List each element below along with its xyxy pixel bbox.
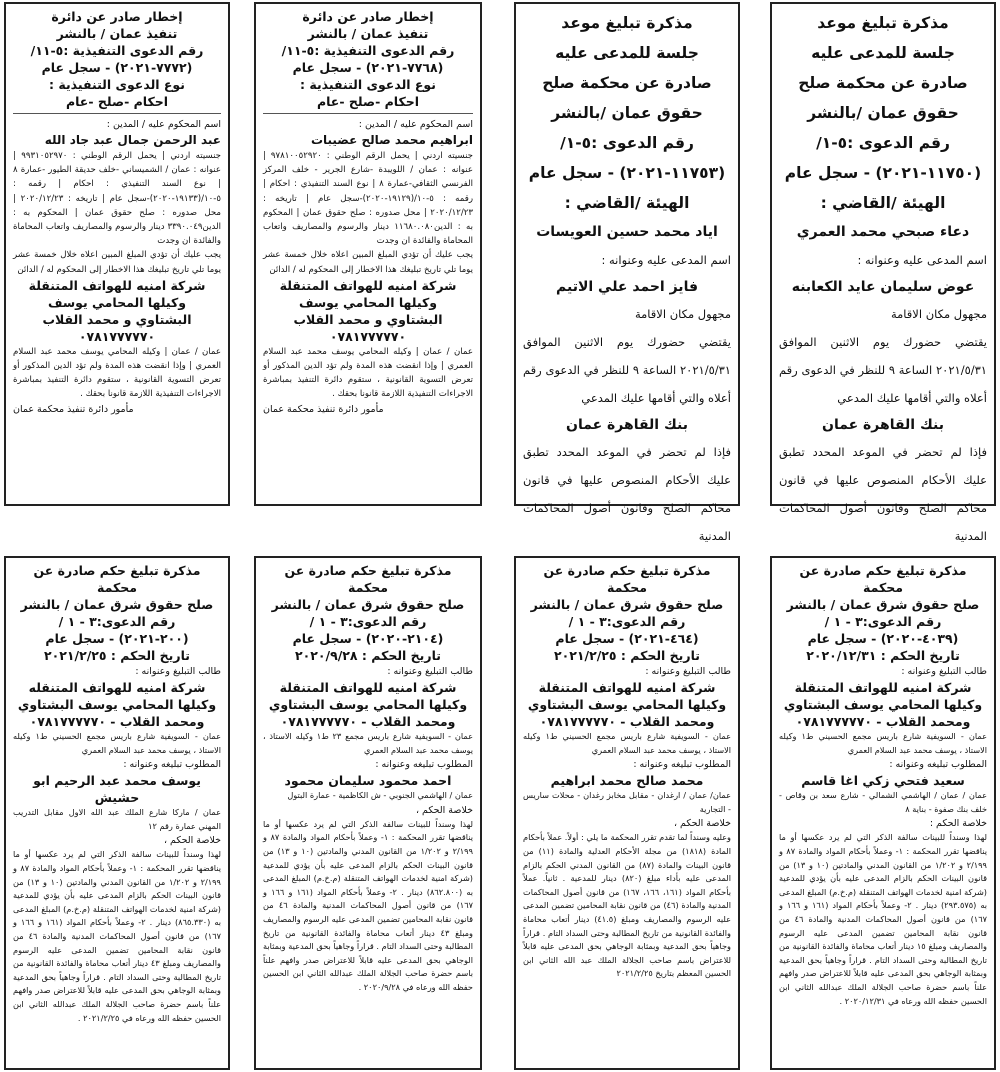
requester-lawyer-2: ومحمد القلاب - ٠٧٨١٧٧٧٧٧٠ (795, 714, 971, 729)
case-number: رقم الدعوى:٣ - ١ / (568, 614, 686, 629)
notice-court: صادرة عن محكمة صلح (542, 74, 712, 92)
creditor-company: شركة امنيه للهواتف المتنقلة (28, 277, 206, 293)
bottom-row (0, 556, 1000, 1072)
case-number: رقم الدعوى التنفيذية :٥-١١/ (281, 43, 455, 58)
case-number: رقم الدعوى:٣ - ١ / (309, 614, 427, 629)
notice-title: مذكرة تبليغ حكم صادرة عن محكمة (799, 563, 967, 595)
recipient-name: يوسف محمد عبد الرحيم ابو حشيش (33, 773, 201, 806)
notice-court: صلح حقوق شرق عمان / بالنشر (20, 597, 214, 612)
recipient-address: عمان / عمان / الهاشمي الشمالي - شارع سعد بن وقاص - خلف بنك صفوة - بناية ٨ (779, 790, 987, 814)
debtor-details: جنسيته اردني | يحمل الرقم الوطني : ٩٧٨١٠٠٥٢٩٢٠ | عنوانه : عمان / اللويبدة -شارع الجرير - خلف المركز الفرنسي الثقافي-عمارة ٨ | نوع السند التنفيذي : احكام | رقمه : ٥-١٠/(١٩١٢٩-٢٠٢٠)-سجل عام | تاريخه : ٢٠٢٠/١٢/٢٣ | محل صدوره : صلح حقوق عمان | المحكوم به : الدين١١٦٨٠.٠٨٠ دينار والرسوم والمصاريف واتعاب المحاماة والفائدة ان وجدت (263, 151, 473, 247)
notice-court: صلح حقوق شرق عمان / بالنشر (530, 597, 724, 612)
judgment-notice-2 (514, 556, 740, 1070)
debtor-name: ابراهيم محمد صالح عضيبات (310, 133, 473, 147)
debtor-details: جنسيته اردني | يحمل الرقم الوطني : ٩٩٣١٠٥٢٩٧٠ | عنوانه : عمان / الشميساني -خلف حديقة الطيور -عمارة ٨ | نوع السند التنفيذي : احكام | رقمه : ٥-١٠/(١٩١٣٣-٢٠٢٠)-سجل عام | تاريخه : ٢٠٢٠/١٢/٢٣ | محل صدوره : صلح حقوق عمان | المحكوم به : الدين٣٣٩٠.٠٤٩ دينار والرسوم والمصاريف واتعاب المحاماة والفائدة ان وجدت (13, 151, 221, 247)
defendant-address: مجهول مكان الاقامة (890, 307, 987, 321)
defendant-name: فايز احمد علي الاتيم (556, 279, 698, 295)
divider (263, 113, 473, 114)
debtor-label: اسم المحكوم عليه / المدين : (106, 119, 221, 130)
requester-address: عمان - السويفية شارع باريس مجمع الحسيني ط١ وكيله الاستاذ ، يوسف محمد عبد السلام العمري (779, 731, 987, 755)
requester-lawyer: وكيلها المحامي يوسف البشتاوي (783, 697, 983, 712)
summary-label: خلاصة الحكم ، (163, 835, 221, 847)
requester-label: طالب التبليغ وعنوانه : (645, 666, 731, 677)
requester-label: طالب التبليغ وعنوانه : (901, 666, 987, 677)
divider (13, 113, 221, 114)
warning-text: فإذا لم تحضر في الموعد المحدد تطبق عليك الأحكام المنصوص عليها في قانون محاكم الصلح وقانون أصول المحاكمات المدنية (779, 445, 987, 543)
judge-label: الهيئة /القاضي : (820, 194, 946, 212)
enforcement-notice-2 (4, 2, 230, 506)
recipient-address: عمان / ماركا شارع الملك عبد الله الاول مقابل التدريب المهني عمارة رقم ١٢ (13, 807, 221, 831)
judge-name: دعاء صبحي محمد العمري (796, 224, 970, 240)
defendant-address: مجهول مكان الاقامة (634, 307, 731, 321)
notice-court: صلح حقوق شرق عمان / بالنشر (786, 597, 980, 612)
summary-label: خلاصة الحكم ، (415, 804, 473, 816)
judgment-date: تاريخ الحكم : ٢٠٢٠/٩/٢٨ (295, 648, 441, 663)
notice-title: مذكرة تبليغ موعد (561, 14, 693, 32)
case-reference: (٢٠٠-٢٠٢١) - سجل عام (45, 631, 189, 646)
payment-warning: يجب عليك أن تؤدي المبلغ المبين اعلاه خلال خمسة عشر يوما تلي تاريخ تبليغك هذا الاخطار إلى المحكوم له / الدائن (263, 250, 473, 275)
warning-text: فإذا لم تحضر في الموعد المحدد تطبق عليك الأحكام المنصوص عليها في قانون محاكم الصلح وقانون أصول المحاكمات المدنية (523, 445, 731, 543)
recipient-name: محمد صالح محمد ابراهيم (550, 773, 704, 789)
defendant-label: اسم المدعى عليه وعنوانه : (601, 253, 731, 267)
notice-title: مذكرة تبليغ موعد (817, 14, 949, 32)
requester-lawyer-2: ومحمد القلاب - ٠٧٨١٧٧٧٧٧٠ (539, 714, 715, 729)
recipient-label: المطلوب تبليغه وعنوانه : (375, 759, 473, 771)
case-number: رقم الدعوى:٣ - ١ / (824, 614, 942, 629)
notice-court: صلح حقوق شرق عمان / بالنشر (271, 597, 465, 612)
case-reference: (٤٠٣٩-٢٠٢٠) - سجل عام (807, 631, 959, 646)
judgment-notice-4 (4, 556, 230, 1070)
recipient-label: المطلوب تبليغه وعنوانه : (123, 759, 221, 771)
judgment-text: وعليه وسنداً لما تقدم تقرر المحكمة ما يلي : أولاً. عملاً بأحكام المادة (١٨١٨) من مجلة الأحكام العدلية والمادة (١١) من قانون البينات والمادة (٨٧) من القانون المدني الحكم بالزام المدعى عليه بأداء مبلغ (٨٢٠) دينار للمدعية . ثانياً. عملاً بأحكام المواد (١٦١، ١٦٦، ١٦٧) من قانون أصول المحاكمات المدنية والمادة (٤٦) من قانون نقابة المحامين تضمين المدعى عليه الرسوم والمصاريف ومبلغ (٤١.٥) دينار أتعاب محاماة والفائدة القانونية من تاريخ المطالبة وحتى السداد التام . قراراً وجاهياً بحق المدعية وبمثابة الوجاهي بحق المدعى عليه قابلاً للاعتراض باسم صاحب الجلالة الملك عبد الله الثاني ابن الحسين المعظم بتاريخ ٢٠٢١/٢/٢٥ (523, 832, 732, 979)
case-reference: (٧٧٦٨-٢٠٢١) - سجل عام (292, 60, 444, 75)
requester-company: شركة امنيه للهواتف المتنقلة (538, 680, 716, 695)
hearing-text: يقتضي حضورك يوم الاثنين الموافق ٢٠٢١/٥/٣١ الساعة ٩ للنظر في الدعوى رقم أعلاه والتي أقامها عليك المدعي (779, 335, 987, 405)
judgment-text: لهذا وسنداً للبينات سالفة الذكر التي لم يرد عكسها أو ما يناقضها تقرر المحكمة : ١- وعملاً بأحكام المواد والمادة ٨٧ و ٢/١٩٩ و ١/٢٠٢ من القانون المدني والمادتين (١٠ و ١٣) من قانون البينات الحكم بالزام المدعى عليه بأن يؤدي للمدعية (شركة امنية لخدمات الهواتف المتنقلة (م.خ.م) المبلغ المدعى به (٢٩٣.٥٧٥) دينار . ٢- وعملاً بأحكام المواد (١٦١ و ١٦٦ و ١٦٧) من قانون أصول المحاكمات المدنية والمادة ٤٦ من قانون نقابة المحامين تضمين المدعى عليه الرسوم والمصاريف ومبلغ ١٥ دينار أتعاب محاماة والفائدة القانونية من تاريخ المطالبة وحتى السداد التام . قراراً وجاهياً بحق المدعية وبمثابة الوجاهي بحق المدعى عليه قابلاً للاعتراض صدر وافهم علناً باسم حضرة صاحب الجلالة الملك عبدالله الثاني ابن الحسين حفظه الله ورعاه في ٢٠٢٠/١٢/٣١ . (779, 832, 988, 1006)
tail-text: عمان / عمان | وكيله المحامي يوسف محمد عبد السلام العمري | وإذا انقضت هذه المدة ولم تؤد الدين المذكور أو تعرض التسوية القانونية ، ستقوم دائرة التنفيذ بمباشرة الاجراءات التنفيذية اللازمة قانونا بحقك . (13, 346, 221, 400)
creditor-lawyers-2: البشتاوي و محمد القلاب (293, 311, 443, 327)
notice-department: تنفيذ عمان / بالنشر (307, 26, 429, 41)
case-reference: (١١٧٥٠-٢٠٢١) - سجل عام (784, 164, 982, 182)
requester-label: طالب التبليغ وعنوانه : (135, 666, 221, 677)
case-reference: (٤٦٤-٢٠٢١) - سجل عام (555, 631, 699, 646)
debtor-label: اسم المحكوم عليه / المدين : (358, 119, 473, 130)
case-reference: (٢١٠٤-٢٠٢٠) - سجل عام (292, 631, 444, 646)
judgment-notice-1 (770, 556, 996, 1070)
footer-signature: مأمور دائرة تنفيذ محكمة عمان (13, 403, 134, 415)
case-number: رقم الدعوى :٥-١/ (560, 134, 694, 152)
notice-title: إخطار صادر عن دائرة (302, 9, 434, 24)
tail-text: عمان / عمان | وكيله المحامي يوسف محمد عبد السلام العمري | وإذا انقضت هذه المدة ولم تؤد الدين المذكور أو تعرض التسوية القانونية ، ستقوم دائرة التنفيذ بمباشرة الاجراءات التنفيذية اللازمة قانونا بحقك . (263, 346, 473, 400)
case-reference: (٧٧٧٢-٢٠٢١) - سجل عام (41, 60, 193, 75)
recipient-label: المطلوب تبليغه وعنوانه : (633, 759, 731, 771)
plaintiff-name: بنك القاهرة عمان (566, 417, 688, 433)
judge-name: اياد محمد حسين العويسات (536, 224, 718, 240)
judgment-date: تاريخ الحكم : ٢٠٢١/٢/٢٥ (554, 648, 700, 663)
notice-department: تنفيذ عمان / بالنشر (56, 26, 178, 41)
judgment-date: تاريخ الحكم : ٢٠٢١/٢/٢٥ (44, 648, 190, 663)
judgment-text: لهذا وسنداً للبينات سالفة الذكر التي لم يرد عكسها أو ما يناقضها تقرر المحكمة : ١- وعملاً بأحكام المواد والمادة ٨٧ و ٢/١٩٩ و ١/٢٠٢ من القانون المدني والمادتين (١٠ و ١٣) من قانون البينات الحكم بالزام المدعى عليه بأن يؤدي للمدعية (شركة امنية لخدمات الهواتف المتنقلة (م.خ.م) المبلغ المدعى به (٨٦٥.٣٣٠) دينار . ٢- وعملاً بأحكام المواد (١٦١ و ١٦٦ و ١٦٧) من قانون أصول المحاكمات المدنية والمادة ٤٦ من قانون نقابة المحامين تضمين المدعى عليه الرسوم والمصاريف ومبلغ ٤٣ دينار أتعاب محاماة والفائدة القانونية من تاريخ المطالبة وحتى السداد التام . قراراً وجاهياً بحق المدعية وبمثابة الوجاهي بحق المدعى عليه قابلاً للاعتراض صدر وافهم علناً باسم حضرة صاحب الجلالة الملك عبدالله الثاني ابن الحسين حفظه الله ورعاه في ٢٠٢١/٢/٢٥ . (13, 849, 222, 1023)
recipient-name: احمد محمود سليمان محمود (284, 773, 452, 789)
requester-lawyer-2: ومحمد القلاب - ٠٧٨١٧٧٧٧٧٠ (280, 714, 456, 729)
debtor-name: عبد الرحمن جمال عبد جاد الله (44, 133, 221, 147)
notice-title: مذكرة تبليغ حكم صادرة عن محكمة (284, 563, 452, 595)
creditor-phone: ٠٧٨١٧٧٧٧٧٠ (329, 328, 407, 344)
case-type-label: نوع الدعوى التنفيذية : (49, 77, 185, 92)
judge-label: الهيئة /القاضي : (564, 194, 690, 212)
notice-subtitle: جلسة للمدعى عليه (555, 44, 699, 62)
requester-address: عمان - السويفية شارع باريس مجمع الحسيني ط١ وكيله الاستاذ ، يوسف محمد عبد السلام العمري (13, 731, 221, 755)
requester-company: شركة امنيه للهواتف المتنقلة (794, 680, 972, 695)
payment-warning: يجب عليك أن تؤدي المبلغ المبين اعلاه خلال خمسة عشر يوما تلي تاريخ تبليغك هذا الاخطار إلى المحكوم له / الدائن (13, 250, 221, 275)
requester-label: طالب التبليغ وعنوانه : (387, 666, 473, 677)
plaintiff-name: بنك القاهرة عمان (822, 417, 944, 433)
recipient-address: عمان / الهاشمي الجنوبي - ش الكاظمية - عمارة البتول (287, 790, 473, 801)
defendant-label: اسم المدعى عليه وعنوانه : (857, 253, 987, 267)
notice-subtitle: جلسة للمدعى عليه (811, 44, 955, 62)
requester-company: شركة امنيه للهواتف المتنقلة (279, 680, 457, 695)
recipient-name: سعيد فتحي زكي اغا قاسم (801, 773, 965, 789)
footer-signature: مأمور دائرة تنفيذ محكمة عمان (263, 403, 384, 415)
creditor-lawyers-2: البشتاوي و محمد القلاب (42, 311, 192, 327)
creditor-company: شركة امنيه للهواتف المتنقلة (279, 277, 457, 293)
notice-court-location: حقوق عمان /بالنشر (551, 104, 703, 122)
case-type-label: نوع الدعوى التنفيذية : (300, 77, 436, 92)
case-number: رقم الدعوى :٥-١/ (816, 134, 950, 152)
recipient-label: المطلوب تبليغه وعنوانه : (889, 759, 987, 771)
requester-lawyer: وكيلها المحامي يوسف البشتاوي (268, 697, 468, 712)
judgment-text: لهذا وسنداً للبينات سالفة الذكر التي لم يرد عكسها أو ما يناقضها تقرر المحكمة : ١- وعملاً بأحكام المواد والمادة ٨٧ و ٢/١٩٩ و ١/٢٠٢ من القانون المدني والمادتين (١٠ و ١٣) من قانون البينات الحكم بالزام المدعى عليه بأن يؤدي للمدعية (شركة امنية لخدمات الهواتف المتنقلة (م.خ.م) المبلغ المدعى به (٨٦٢.٨٠٠) دينار . ٢- وعملاً بأحكام المواد (١٦١ و ١٦٦ و ١٦٧) من قانون أصول المحاكمات المدنية والمادة ٤٦ من قانون نقابة المحامين تضمين المدعى عليه الرسوم والمصاريف ومبلغ ٤٣ دينار أتعاب محاماة والفائدة القانونية من تاريخ المطالبة وحتى السداد التام . قراراً وجاهياً بحق المدعية وبمثابة الوجاهي بحق المدعى عليه قابلاً للاعتراض صدر وافهم علناً باسم حضرة صاحب الجلالة الملك عبدالله الثاني ابن الحسين حفظه الله ورعاه في ٢٠٢٠/٩/٢٨ . (263, 818, 474, 992)
notice-title: مذكرة تبليغ حكم صادرة عن محكمة (33, 563, 201, 595)
case-type: احكام -صلح -عام (316, 94, 420, 109)
requester-lawyer: وكيلها المحامي يوسف البشتاوي (527, 697, 727, 712)
requester-lawyer-2: ومحمد القلاب - ٠٧٨١٧٧٧٧٧٠ (29, 714, 205, 729)
case-number: رقم الدعوى التنفيذية :٥-١١/ (30, 43, 204, 58)
summary-label: خلاصة الحكم : (929, 818, 987, 830)
summary-label: خلاصة الحكم ، (673, 818, 731, 830)
notice-court: صادرة عن محكمة صلح (798, 74, 968, 92)
enforcement-notice-1 (254, 2, 482, 506)
case-number: رقم الدعوى:٣ - ١ / (58, 614, 176, 629)
creditor-phone: ٠٧٨١٧٧٧٧٧٠ (78, 328, 156, 344)
creditor-lawyer: وكيلها المحامي يوسف (298, 294, 438, 310)
case-type: احكام -صلح -عام (65, 94, 169, 109)
notice-title: إخطار صادر عن دائرة (51, 9, 183, 24)
hearing-text: يقتضي حضورك يوم الاثنين الموافق ٢٠٢١/٥/٣١ الساعة ٩ للنظر في الدعوى رقم أعلاه والتي أقامها عليك المدعي (523, 335, 731, 405)
recipient-address: عمان/ عمان / ارغدان - مقابل مخابز رغدان - محلات ساريس - التجارية (523, 790, 731, 814)
judgment-date: تاريخ الحكم : ٢٠٢٠/١٢/٣١ (806, 648, 960, 663)
hearing-notice-2 (514, 2, 740, 543)
case-reference: (١١٧٥٣-٢٠٢١) - سجل عام (528, 164, 726, 182)
defendant-name: عوض سليمان عايد الكعابنه (791, 279, 975, 295)
creditor-lawyer: وكيلها المحامي يوسف (47, 294, 187, 310)
notice-court-location: حقوق عمان /بالنشر (807, 104, 959, 122)
requester-lawyer: وكيلها المحامي يوسف البشتاوي (17, 697, 217, 712)
hearing-notice-1 (770, 2, 996, 543)
notice-title: مذكرة تبليغ حكم صادرة عن محكمة (543, 563, 711, 595)
requester-address: عمان - السويفية شارع باريس مجمع الحسيني ط١ وكيله الاستاذ ، يوسف محمد عبد السلام العمري (523, 731, 731, 755)
judgment-notice-3 (254, 556, 482, 1070)
requester-address: عمان - السويفية شارع باريس مجمع ٢٣ ط١ وكيله الاستاذ ، يوسف محمد عبد السلام العمري (263, 731, 473, 755)
requester-company: شركة امنيه للهواتف المتنقله (28, 680, 206, 695)
